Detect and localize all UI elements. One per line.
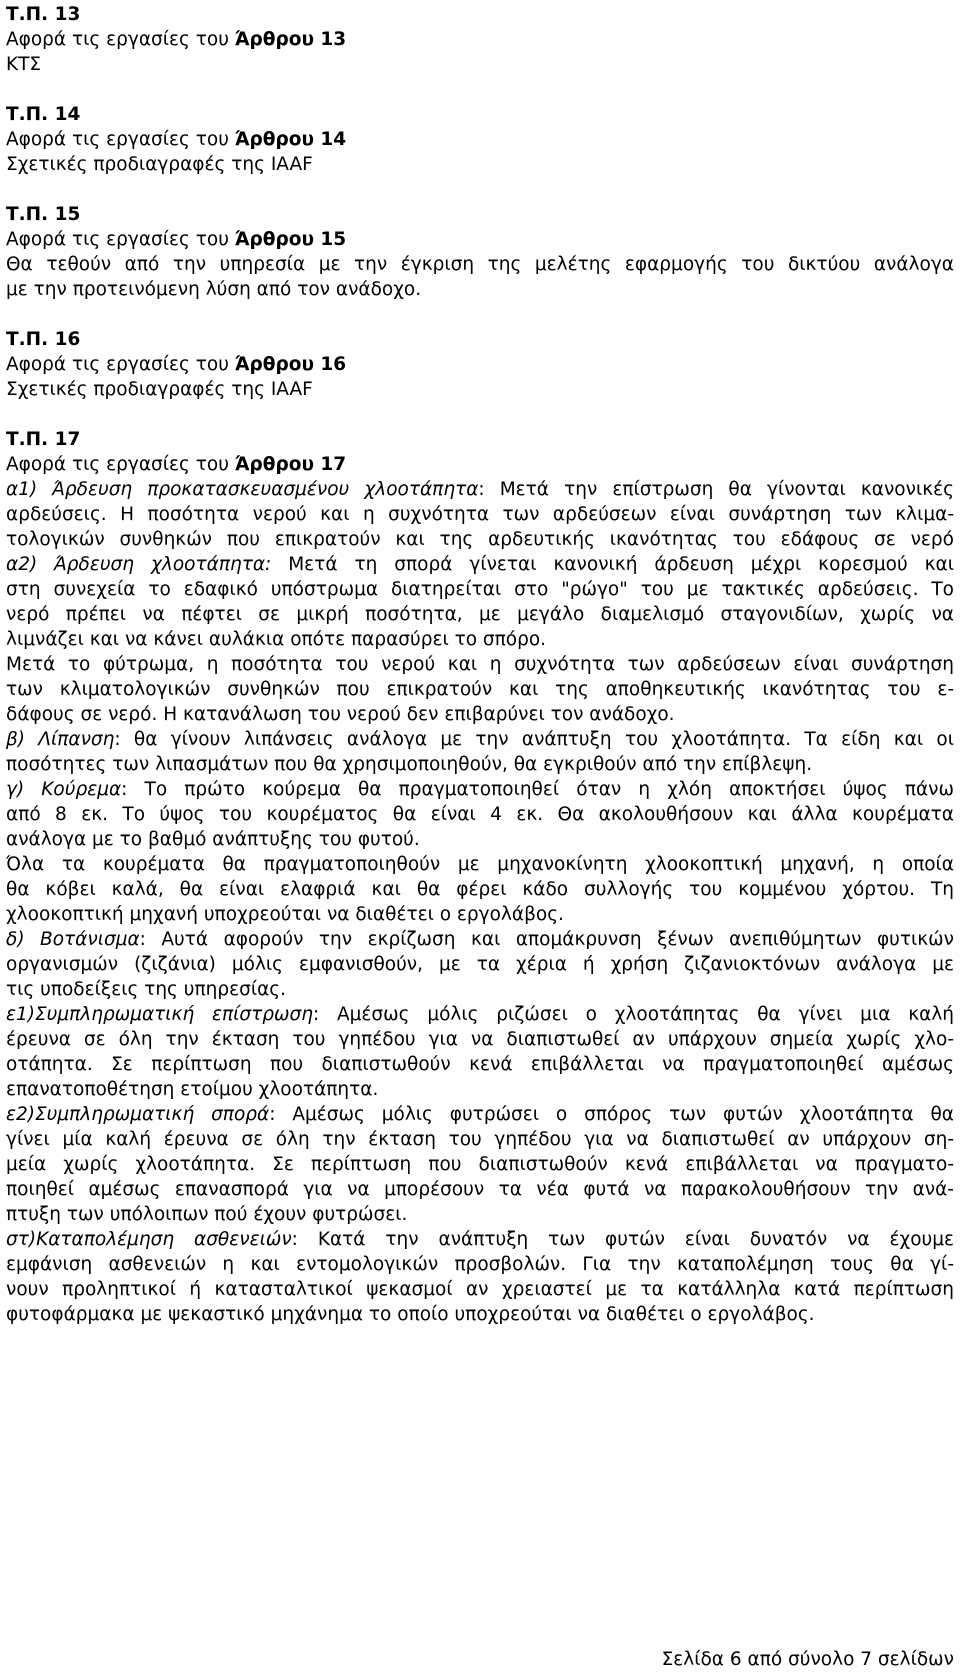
- scope-prefix: Αφορά τις εργασίες του: [6, 354, 235, 375]
- section-13-heading: Τ.Π. 13: [6, 4, 81, 25]
- paragraph-line: ε1)Συμπληρωματική επίστρωση: Αμέσως μόλις ριζώσει ο χλοοτάπητας θα γίνει μια καλή: [6, 1004, 954, 1025]
- clause-label-d: δ) Βοτάνισμα: [6, 929, 140, 950]
- paragraph-line: στ)Καταπολέμηση ασθενειών: Κατά την ανάπτυξη των φυτών είναι δυνατόν να έχουμε: [6, 1229, 954, 1250]
- paragraph-line: τις υποδείξεις της υπηρεσίας.: [6, 979, 287, 1000]
- section-16-heading: Τ.Π. 16: [6, 329, 81, 350]
- clause-label-st: στ)Καταπολέμηση ασθενειών: [6, 1229, 292, 1250]
- paragraph-line: επανατοποθέτηση ετοίμου χλοοτάπητα.: [6, 1079, 379, 1100]
- section-14-heading: Τ.Π. 14: [6, 104, 81, 125]
- section-13-body: ΚΤΣ: [6, 54, 42, 75]
- paragraph-line: ανάλογα με το βαθμό ανάπτυξης του φυτού.: [6, 829, 420, 850]
- section-15-heading: Τ.Π. 15: [6, 204, 81, 225]
- paragraph-line: Όλα τα κουρέματα θα πραγματοποιηθούν με μηχανοκίνητη χλοοκοπτική μηχανή, η οποία: [6, 854, 954, 875]
- article-ref: Άρθρου 16: [234, 354, 347, 375]
- paragraph-line: από 8 εκ. Το ύψος του κουρέματος θα είναι 4 εκ. Θα ακολουθήσουν και άλλα κουρέματα: [6, 804, 954, 825]
- paragraph-line: δ) Βοτάνισμα: Αυτά αφορούν την εκρίζωση και απομάκρυνση ξένων ανεπιθύμητων φυτικών: [6, 929, 955, 950]
- section-16-scope: [6, 352, 954, 377]
- clause-label-b: β) Λίπανση: [6, 729, 115, 750]
- paragraph-line: δάφους σε νερό. Η κατανάλωση του νερού δεν επιβαρύνει τον ανάδοχο.: [6, 704, 675, 725]
- paragraph-line: χλοοκοπτική μηχανή υποχρεούται να διαθέτει ο εργολάβος.: [6, 904, 564, 925]
- scope-prefix: Αφορά τις εργασίες του: [6, 229, 235, 250]
- article-ref: Άρθρου 14: [234, 129, 347, 150]
- paragraph-line: των κλιματολογικών συνθηκών που επικρατούν και της αποθηκευτικής ικανότητας του ε-: [6, 679, 954, 700]
- paragraph-line: αρδεύσεις. Η ποσότητα νερού και η συχνότητα των αρδεύσεων είναι συνάρτηση των κλιμα-: [6, 504, 954, 525]
- document-page: [6, 2, 954, 1327]
- section-14-scope: [6, 127, 954, 152]
- section-17-heading: Τ.Π. 17: [6, 429, 81, 450]
- scope-prefix: Αφορά τις εργασίες του: [6, 29, 235, 50]
- article-ref: Άρθρου 13: [234, 29, 347, 50]
- paragraph-line: οτάπητα. Σε περίπτωση που διαπιστωθούν κενά επιβάλλεται να πραγματοποιηθεί αμέσως: [6, 1054, 954, 1075]
- paragraph-line: πτυξη των υπόλοιπων πού έχουν φυτρώσει.: [6, 1204, 408, 1225]
- section-15-scope: [6, 227, 954, 252]
- article-ref: Άρθρου 17: [234, 454, 347, 475]
- section-17-scope: [6, 452, 954, 477]
- section-15-body-line: Θα τεθούν από την υπηρεσία με την έγκριση της μελέτης εφαρμογής του δικτύου ανάλογα: [6, 254, 954, 275]
- section-15-body-line: με την προτεινόμενη λύση από τον ανάδοχο.: [6, 279, 422, 300]
- scope-prefix: Αφορά τις εργασίες του: [6, 454, 235, 475]
- paragraph-line: στη συνεχεία το εδαφικό υπόστρωμα διατηρείται στο "ρώγο" του με τακτικές αρδεύσεις. Το: [6, 579, 954, 600]
- paragraph-line: θα κόβει καλά, θα είναι ελαφριά και θα φέρει κάδο συλλογής του κομμένου χόρτου. Τη: [6, 879, 954, 900]
- clause-label-e2: ε2)Συμπληρωματική σπορά: [6, 1104, 270, 1125]
- article-ref: Άρθρου 15: [234, 229, 347, 250]
- paragraph-line: Μετά το φύτρωμα, η ποσότητα του νερού και η συχνότητα των αρδεύσεων είναι συνάρτηση: [6, 654, 954, 675]
- page-footer: Σελίδα 6 από σύνολο 7 σελίδων: [661, 1649, 954, 1670]
- paragraph-line: μεία χωρίς χλοοτάπητα. Σε περίπτωση που διαπιστωθούν κενά επιβάλλεται να πραγματο-: [6, 1154, 954, 1175]
- section-14-body: Σχετικές προδιαγραφές της IAAF: [6, 154, 313, 175]
- paragraph-line: α2) Άρδευση χλοοτάπητα: Μετά τη σπορά γίνεται κανονική άρδευση μέχρι κορεσμού και: [6, 554, 954, 575]
- paragraph-line: οργανισμών (ζιζάνια) μόλις εμφανισθούν, με τα χέρια ή χρήση ζιζανιοκτόνων ανάλογα με: [6, 954, 954, 975]
- paragraph-line: ποιηθεί αμέσως επανασπορά για να μπορέσουν τα νέα φυτά να παρακολουθήσουν την ανά-: [6, 1179, 954, 1200]
- paragraph-line: έρευνα σε όλη την έκταση του γηπέδου για να διαπιστωθεί αν υπάρχουν σημεία χωρίς χλο-: [6, 1029, 954, 1050]
- paragraph-line: ε2)Συμπληρωματική σπορά: Αμέσως μόλις φυτρώσει ο σπόρος των φυτών χλοοτάπητα θα: [6, 1104, 954, 1125]
- paragraph-line: εμφάνιση ασθενειών η και εντομολογικών προσβολών. Για την καταπολέμηση τους θα γί-: [6, 1254, 954, 1275]
- paragraph-line: ποσότητες των λιπασμάτων που θα χρησιμοποιηθούν, θα εγκριθούν από την επίβλεψη.: [6, 754, 813, 775]
- section-16-body: Σχετικές προδιαγραφές της IAAF: [6, 379, 313, 400]
- clause-label-a1: α1) Άρδευση προκατασκευασμένου χλοοτάπητα: [6, 479, 479, 500]
- paragraph-line: β) Λίπανση: θα γίνουν λιπάνσεις ανάλογα με την ανάπτυξη του χλοοτάπητα. Τα είδη και οι: [6, 729, 955, 750]
- paragraph-line: γ) Κούρεμα: Το πρώτο κούρεμα θα πραγματοποιηθεί όταν η χλόη αποκτήσει ύψος πάνω: [6, 779, 954, 800]
- paragraph-line: νουν προληπτικοί ή κατασταλτικοί ψεκασμοί αν χρειαστεί με τα κατάλληλα κατά περίπτωση: [6, 1279, 954, 1300]
- clause-label-c: γ) Κούρεμα: [6, 779, 122, 800]
- paragraph-line: νερό πρέπει να πέφτει σε μικρή ποσότητα, με μεγάλο διαμελισμό σταγονιδίων, χωρίς να: [6, 604, 954, 625]
- paragraph-line: φυτοφάρμακα με ψεκαστικό μηχάνημα το οποίο υποχρεούται να διαθέτει ο εργολάβος.: [6, 1304, 815, 1325]
- paragraph-line: γίνει μία καλή έρευνα σε όλη την έκταση του γηπέδου για να διαπιστωθεί αν υπάρχουν ση-: [6, 1129, 954, 1150]
- clause-label-a2: α2) Άρδευση χλοοτάπητα:: [6, 554, 272, 575]
- paragraph-line: α1) Άρδευση προκατασκευασμένου χλοοτάπητα: Μετά την επίστρωση θα γίνονται κανονικές: [6, 479, 954, 500]
- paragraph-line: τολογικών συνθηκών που επικρατούν και της αρδευτικής ικανότητας του εδάφους σε νερό: [6, 529, 954, 550]
- section-13-scope: [6, 27, 954, 52]
- clause-label-e1: ε1)Συμπληρωματική επίστρωση: [6, 1004, 313, 1025]
- paragraph-line: λιμνάζει και να κάνει αυλάκια οπότε παρασύρει το σπόρο.: [6, 629, 547, 650]
- scope-prefix: Αφορά τις εργασίες του: [6, 129, 235, 150]
